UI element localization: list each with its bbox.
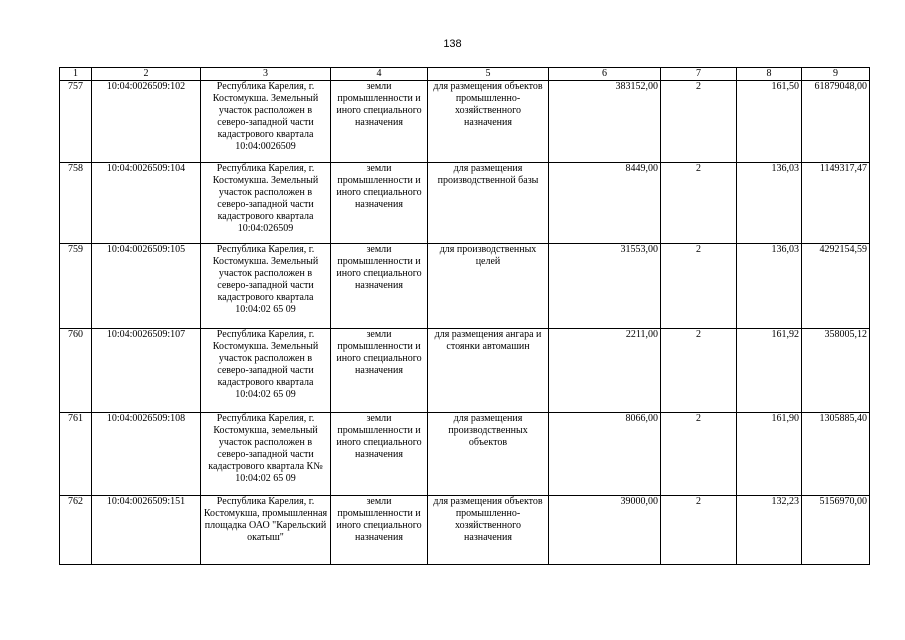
column-9-cell: 4292154,59	[802, 244, 870, 329]
column-8-cell: 161,92	[737, 329, 802, 413]
table-row	[60, 329, 870, 413]
cadastral-number: 10:04:0026509:104	[92, 163, 201, 244]
column-8-cell: 136,03	[737, 244, 802, 329]
permitted-use-cell: для размещения производственной базы	[428, 163, 549, 244]
column-9-cell: 1305885,40	[802, 413, 870, 496]
area-cell: 39000,00	[549, 496, 661, 565]
cadastral-number: 10:04:0026509:105	[92, 244, 201, 329]
column-7-cell: 2	[661, 413, 737, 496]
area-cell: 383152,00	[549, 81, 661, 163]
permitted-use-cell: для производственных целей	[428, 244, 549, 329]
column-7-cell: 2	[661, 244, 737, 329]
area-cell: 8066,00	[549, 413, 661, 496]
row-number: 758	[60, 163, 92, 244]
table-row	[60, 496, 870, 565]
row-number: 759	[60, 244, 92, 329]
permitted-use-cell: для размещения производственных объектов	[428, 413, 549, 496]
location-cell: Республика Карелия, г. Костомукша. Земельный участок расположен в северо-западной части кадастрового квартала 10:04:026509	[201, 163, 331, 244]
header-cell: 1	[60, 68, 92, 81]
cadastral-number: 10:04:0026509:102	[92, 81, 201, 163]
table-row	[60, 81, 870, 163]
column-9-cell: 61879048,00	[802, 81, 870, 163]
column-8-cell: 132,23	[737, 496, 802, 565]
permitted-use-cell: для размещения объектов промышленно-хозяйственного назначения	[428, 496, 549, 565]
area-cell: 2211,00	[549, 329, 661, 413]
column-7-cell: 2	[661, 163, 737, 244]
land-category-cell: земли промышленности и иного специального назначения	[331, 81, 428, 163]
table-row	[60, 244, 870, 329]
cadastral-number: 10:04:0026509:107	[92, 329, 201, 413]
land-category-cell: земли промышленности и иного специального назначения	[331, 244, 428, 329]
land-category-cell: земли промышленности и иного специального назначения	[331, 413, 428, 496]
cadastral-number: 10:04:0026509:151	[92, 496, 201, 565]
location-cell: Республика Карелия, г. Костомукша, земельный участок расположен в северо-западной части кадастрового квартала К№ 10:04:02 65 09	[201, 413, 331, 496]
row-number: 757	[60, 81, 92, 163]
header-row	[60, 68, 870, 81]
land-category-cell: земли промышленности и иного специального назначения	[331, 163, 428, 244]
column-8-cell: 161,90	[737, 413, 802, 496]
header-cell: 4	[331, 68, 428, 81]
row-number: 760	[60, 329, 92, 413]
permitted-use-cell: для размещения ангара и стоянки автомашин	[428, 329, 549, 413]
header-cell: 2	[92, 68, 201, 81]
location-cell: Республика Карелия, г. Костомукша. Земельный участок расположен в северо-западной части кадастрового квартала 10:04:02 65 09	[201, 244, 331, 329]
location-cell: Республика Карелия, г. Костомукша, промышленная площадка ОАО "Карельский окатыш"	[201, 496, 331, 565]
column-8-cell: 136,03	[737, 163, 802, 244]
column-7-cell: 2	[661, 496, 737, 565]
land-category-cell: земли промышленности и иного специального назначения	[331, 496, 428, 565]
table-row	[60, 413, 870, 496]
land-registry-table	[59, 67, 870, 565]
column-8-cell: 161,50	[737, 81, 802, 163]
location-cell: Республика Карелия, г. Костомукша. Земельный участок расположен в северо-западной части кадастрового квартала 10:04:0026509	[201, 81, 331, 163]
header-cell: 8	[737, 68, 802, 81]
header-cell: 7	[661, 68, 737, 81]
column-9-cell: 5156970,00	[802, 496, 870, 565]
table-row	[60, 163, 870, 244]
column-9-cell: 1149317,47	[802, 163, 870, 244]
header-cell: 3	[201, 68, 331, 81]
page-number: 138	[443, 38, 462, 50]
permitted-use-cell: для размещения объектов промышленно-хозяйственного назначения	[428, 81, 549, 163]
row-number: 762	[60, 496, 92, 565]
column-7-cell: 2	[661, 81, 737, 163]
column-7-cell: 2	[661, 329, 737, 413]
area-cell: 8449,00	[549, 163, 661, 244]
header-cell: 6	[549, 68, 661, 81]
land-category-cell: земли промышленности и иного специального назначения	[331, 329, 428, 413]
column-9-cell: 358005,12	[802, 329, 870, 413]
row-number: 761	[60, 413, 92, 496]
location-cell: Республика Карелия, г. Костомукша. Земельный участок расположен в северо-западной части кадастрового квартала 10:04:02 65 09	[201, 329, 331, 413]
area-cell: 31553,00	[549, 244, 661, 329]
cadastral-number: 10:04:0026509:108	[92, 413, 201, 496]
header-cell: 9	[802, 68, 870, 81]
header-cell: 5	[428, 68, 549, 81]
